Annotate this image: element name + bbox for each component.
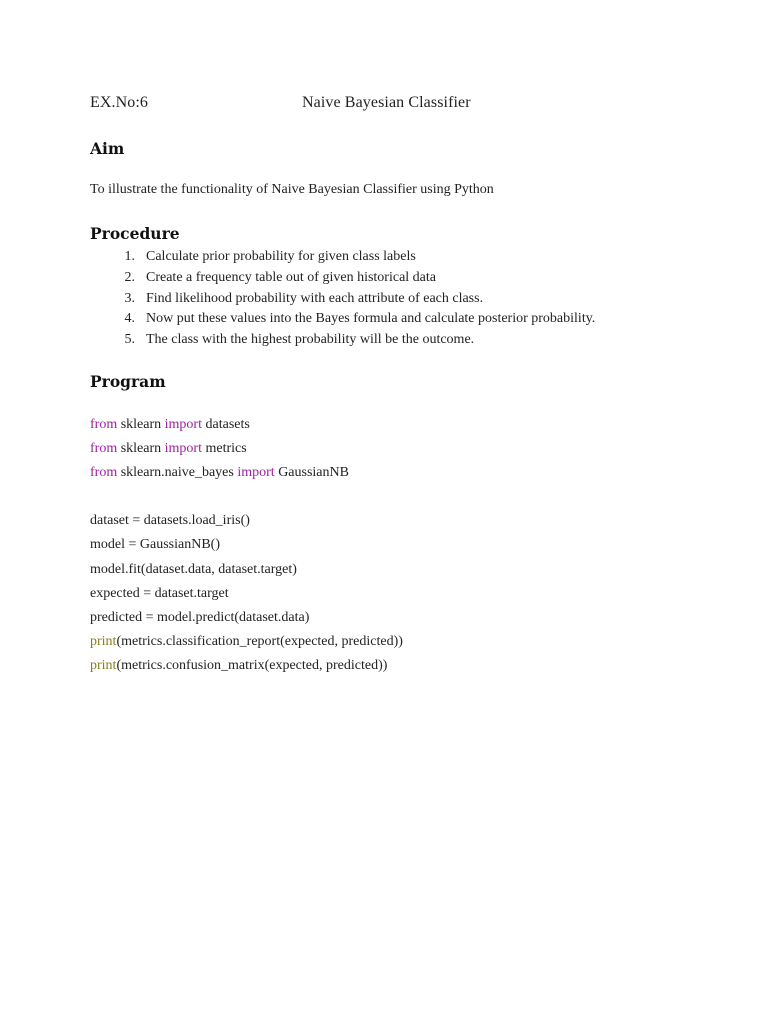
module-name: sklearn — [117, 441, 165, 457]
exercise-number: EX.No:6 — [90, 94, 149, 111]
step-number: 1. — [124, 249, 135, 264]
program-heading: Program — [90, 372, 166, 391]
aim-heading: Aim — [90, 139, 125, 158]
code-line-print — [90, 630, 403, 654]
step-text: Calculate prior probability for given class labels — [146, 249, 416, 264]
keyword-from: from — [90, 465, 118, 481]
keyword-import: import — [164, 417, 202, 432]
code-line-import — [90, 437, 403, 461]
print-args: (metrics.classification_report(expected, predicted)) — [116, 633, 403, 649]
step-number: 3. — [124, 290, 135, 306]
step-text: Create a frequency table out of given historical data — [146, 269, 436, 285]
step-number: 4. — [124, 311, 135, 327]
import-name: metrics — [202, 441, 247, 457]
aim-text: To illustrate the functionality of Naive Bayesian Classifier using Python — [90, 182, 494, 197]
code-line: model = GaussianNB() — [90, 537, 220, 553]
step-number: 5. — [124, 332, 135, 348]
builtin-print: print — [90, 633, 117, 649]
code-line: expected = dataset.target — [90, 585, 229, 601]
document-title: Naive Bayesian Classifier — [302, 94, 471, 111]
code-line: model.fit(dataset.data, dataset.target) — [90, 561, 297, 577]
procedure-step — [90, 309, 595, 330]
keyword-from: from — [90, 417, 118, 432]
import-name: datasets — [202, 417, 250, 432]
procedure-heading: Procedure — [90, 224, 180, 243]
module-name: sklearn.naive_bayes — [117, 465, 238, 481]
keyword-import: import — [237, 465, 275, 481]
procedure-step — [90, 289, 595, 310]
step-text: The class with the highest probability will be the outcome. — [146, 332, 475, 348]
step-text: Find likelihood probability with each attribute of each class. — [146, 290, 484, 306]
code-block — [90, 413, 403, 678]
procedure-step — [90, 268, 595, 289]
step-text: Now put these values into the Bayes formula and calculate posterior probability. — [146, 311, 596, 327]
code-line: predicted = model.predict(dataset.data) — [90, 609, 310, 625]
import-name: GaussianNB — [274, 465, 349, 481]
procedure-step — [90, 330, 595, 351]
builtin-print: print — [90, 657, 117, 673]
procedure-step — [90, 247, 595, 268]
code-blank-line — [90, 485, 403, 509]
keyword-import: import — [164, 441, 202, 457]
step-number: 2. — [124, 269, 135, 285]
code-line-import — [90, 461, 403, 485]
code-line-import — [90, 413, 403, 437]
procedure-list — [90, 247, 595, 351]
code-line-print — [90, 654, 403, 678]
module-name: sklearn — [117, 417, 165, 432]
code-line: dataset = datasets.load_iris() — [90, 513, 250, 529]
print-args: (metrics.confusion_matrix(expected, predicted)) — [116, 657, 388, 673]
keyword-from: from — [90, 441, 118, 457]
